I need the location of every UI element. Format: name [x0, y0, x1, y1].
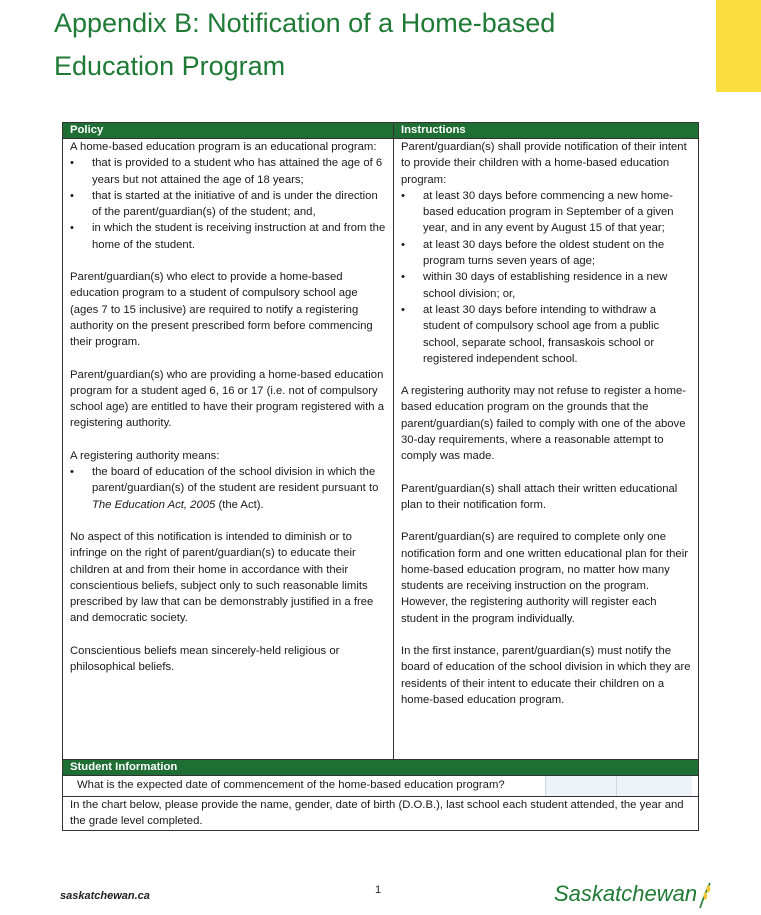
policy-column-header: Policy: [63, 123, 394, 139]
student-info-header-row: [63, 760, 699, 776]
commencement-question-row: [63, 776, 699, 797]
title-line-2: Education Program: [54, 51, 286, 81]
corner-accent-tab: [716, 0, 761, 92]
list-item: [70, 464, 387, 513]
list-item: • within 30 days of establishing residence in a new school division; or,: [401, 269, 692, 302]
policy-beliefs-paragraph: Conscientious beliefs mean sincerely-held religious or philosophical beliefs.: [70, 644, 340, 674]
instructions-bullet-list: [401, 188, 692, 367]
chart-instruction-row: [63, 797, 699, 831]
instructions-first-instance-paragraph: In the first instance, parent/guardian(s) must notify the board of education of the school division in which they are residents of their intent to educate their children on a home-based education program.: [401, 645, 691, 706]
policy-intro: A home-based education program is an educational program:: [70, 141, 377, 153]
commencement-question-cell: [63, 776, 699, 797]
title-line-1: Appendix B: Notification of a Home-based: [54, 8, 556, 38]
student-info-header: Student Information: [63, 760, 699, 776]
instructions-intro: Parent/guardian(s) shall provide notification of their intent to provide their children with a home-based education program:: [401, 141, 687, 186]
notification-table: [62, 122, 699, 831]
page-title: [54, 2, 555, 88]
policy-bullet-list: [70, 155, 387, 253]
list-item: • that is provided to a student who has attained the age of 6 years but not attained the age of 18 years;: [70, 155, 387, 188]
instructions-refuse-paragraph: A registering authority may not refuse to register a home-based education program on the grounds that the parent/guardian(s) failed to comply with one of the above 30-day requirements, where a reasonable attempt to comply was made.: [401, 385, 687, 463]
list-item: • in which the student is receiving instruction at and from the home of the student.: [70, 220, 387, 253]
list-item: • that is started at the initiative of and is under the direction of the parent/guardian(s) of the student; and,: [70, 188, 387, 221]
list-item: • at least 30 days before intending to withdraw a student of compulsory school age from a public school, separate school, fransaskois school or registered independent school.: [401, 302, 692, 367]
registering-authority-list: [70, 464, 387, 513]
policy-compulsory-paragraph: Parent/guardian(s) who elect to provide a home-based education program to a student of compulsory school age (ages 7 to 15 inclusive) are required to notify a registering authority on the present prescribed form before commencing their program.: [70, 271, 373, 349]
table-body-row: [63, 139, 699, 760]
instructions-one-form-paragraph: Parent/guardian(s) are required to complete only one notification form and one written educational plan for their home-based education program, no matter how many students are receiving instruction on the program. However, the registering authority will register each student in the program individually.: [401, 531, 688, 625]
registering-authority-intro: A registering authority means:: [70, 449, 220, 462]
education-act-title: The Education Act, 2005: [92, 498, 216, 511]
commencement-question-label: What is the expected date of commencement of the home-based education program?: [77, 779, 505, 791]
reg-bullet-suffix: (the Act).: [215, 498, 264, 511]
commencement-date-field-2[interactable]: [616, 776, 692, 796]
logo-wordmark: Saskatchewan: [554, 881, 698, 906]
list-item: • at least 30 days before commencing a new home-based education program in September of a given year, and in any event by August 15 of that year;: [401, 188, 692, 237]
list-item: • at least 30 days before the oldest student on the program turns seven years of age;: [401, 237, 692, 270]
instructions-column-header: Instructions: [394, 123, 699, 139]
wheat-icon: [697, 881, 713, 909]
saskatchewan-logo: [554, 881, 713, 909]
reg-bullet-text: the board of education of the school division in which the parent/guardian(s) of the student are resident pursuant to: [92, 466, 379, 495]
chart-instruction-text: In the chart below, please provide the name, gender, date of birth (D.O.B.), last school each student attended, the year and the grade level completed.: [63, 797, 699, 831]
commencement-question-wrap: [70, 776, 692, 796]
policy-entitled-paragraph: Parent/guardian(s) who are providing a home-based education program for a student aged 6, 16 or 17 (i.e. not of compulsory school age) are entitled to have their program registered with a registering authority.: [70, 368, 384, 430]
instructions-plan-paragraph: Parent/guardian(s) shall attach their written educational plan to their notification form.: [401, 482, 678, 511]
policy-rights-paragraph: No aspect of this notification is intended to diminish or to infringe on the right of parent/guardian(s) to educate their children at and from their home in accordance with their conscientious beliefs, subject only to such reasonable limits prescribed by law that can be demonstrably justified in a free and democratic society.: [70, 530, 374, 625]
page-number: 1: [375, 884, 382, 896]
instructions-cell: [394, 139, 699, 760]
footer-website: saskatchewan.ca: [60, 890, 150, 902]
table-header-row: [63, 123, 699, 139]
commencement-date-field[interactable]: [545, 776, 616, 796]
policy-cell: [63, 139, 394, 760]
